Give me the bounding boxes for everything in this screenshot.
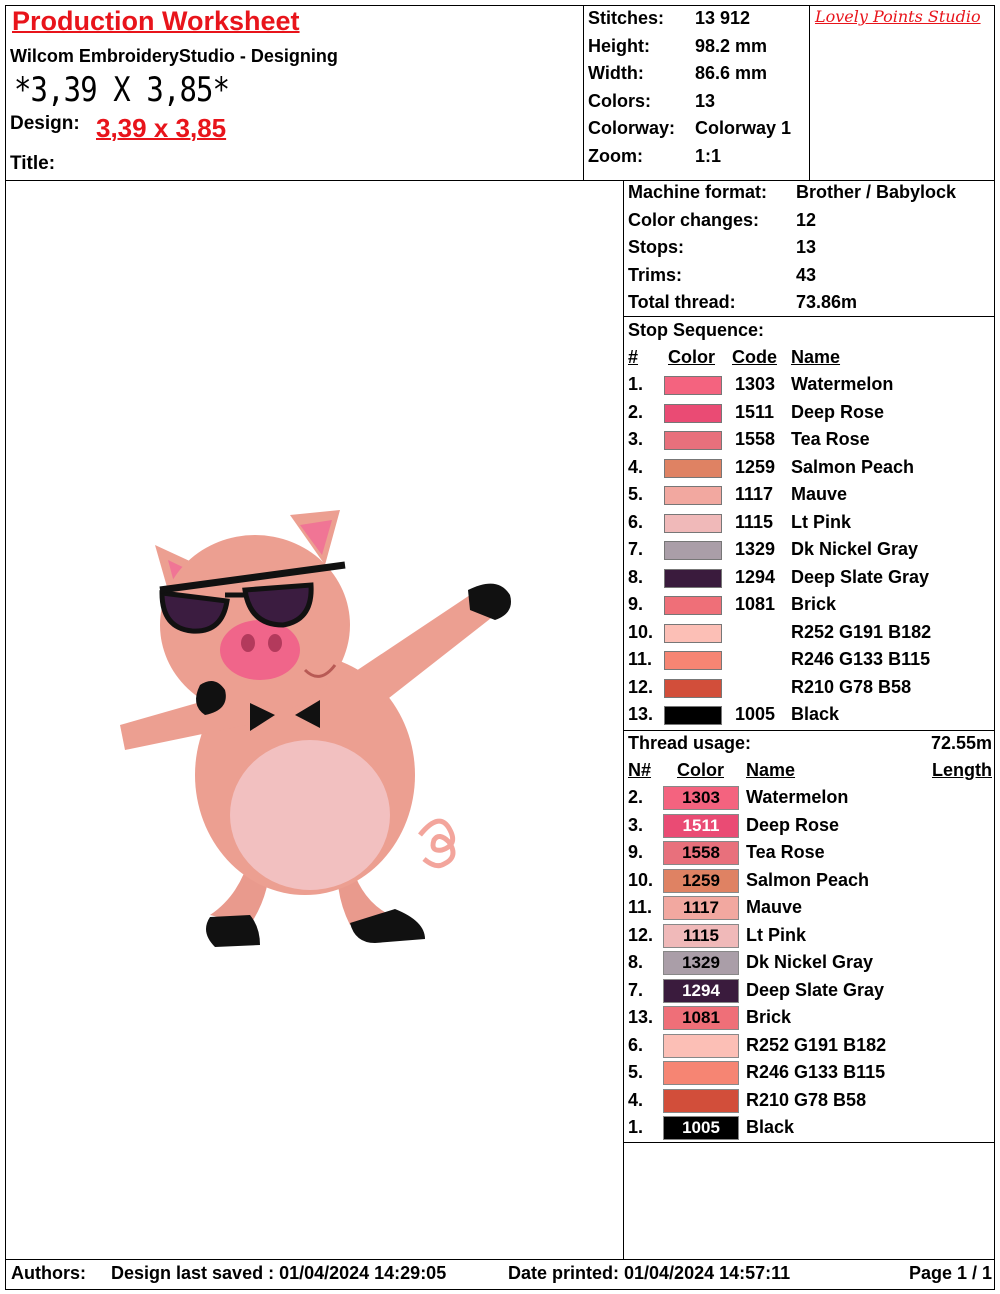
machine-value: 12 [796,209,817,230]
usage-num: 4. [628,1089,644,1110]
header-divider [5,180,995,181]
frame-bottom [5,1289,995,1290]
page-title: Production Worksheet [12,6,300,36]
seq-color-swatch [664,486,722,505]
seq-color-swatch [664,624,722,643]
usage-header-length: Length [932,760,992,780]
usage-header-num: N# [628,760,652,780]
machine-value: Brother / Babylock [796,182,957,202]
machine-label: Total thread: [628,292,736,312]
pig-nostril-left [241,634,255,652]
pig-belly [230,740,390,890]
footer-page-number: Page 1 / 1 [908,1263,992,1283]
usage-divider [623,1142,995,1143]
seq-name: Watermelon [791,374,894,394]
seq-name: Deep Rose [791,401,885,422]
machine-value: 13 [796,237,817,257]
usage-name: R252 G191 B182 [746,1034,887,1055]
seq-color-swatch [664,596,722,615]
stat-label: Colors: [588,90,651,111]
usage-num: 7. [628,979,644,1000]
footer-date-printed: Date printed: 01/04/2024 14:57:11 [508,1263,791,1283]
usage-num: 5. [628,1062,644,1082]
stat-value: 86.6 mm [695,63,768,83]
seq-num: 13. [628,704,654,724]
seq-code: 1558 [735,429,776,449]
sequence-divider [623,730,995,731]
seq-color-swatch [664,404,722,423]
thread-usage-title: Thread usage: [628,733,752,753]
seq-color-swatch [664,569,722,588]
seq-name: Brick [791,594,837,614]
stats-left-divider [583,5,584,180]
usage-color-swatch: 1115 [663,924,739,948]
usage-color-swatch [663,1061,739,1085]
seq-name: R210 G78 B58 [791,676,912,697]
stat-value: Colorway 1 [695,118,792,138]
usage-name: Deep Slate Gray [746,979,885,1000]
seq-num: 12. [628,676,654,697]
footer-authors: Authors: [11,1263,86,1283]
stat-label: Height: [588,35,650,56]
usage-color-swatch [663,1089,739,1113]
seq-name: Deep Slate Gray [791,566,930,587]
seq-color-swatch [664,431,722,450]
usage-name: R246 G133 B115 [746,1062,886,1082]
pig-tail [420,821,453,866]
seq-color-swatch [664,651,722,670]
machine-label: Machine format: [628,182,768,202]
seq-num: 6. [628,511,644,532]
seq-code: 1005 [735,704,776,724]
seq-color-swatch [664,541,722,560]
design-label: Design: [10,113,80,134]
usage-color-swatch: 1117 [663,896,739,920]
thread-usage-total: 72.55m [930,733,992,753]
seq-code: 1303 [735,374,776,394]
studio-name: Lovely Points Studio [815,7,981,26]
usage-num: 1. [628,1117,644,1137]
frame-left [5,5,6,1290]
usage-color-swatch: 1558 [663,841,739,865]
usage-name: Brick [746,1007,792,1027]
usage-num: 6. [628,1034,644,1055]
usage-name: Watermelon [746,787,849,807]
usage-num: 2. [628,787,644,807]
usage-name: Deep Rose [746,814,840,835]
usage-header-name: Name [746,760,796,780]
seq-code: 1259 [735,456,776,477]
usage-color-swatch: 1511 [663,814,739,838]
footer-divider [5,1259,995,1260]
usage-num: 9. [628,842,644,862]
stat-label: Stitches: [588,8,665,28]
seq-num: 11. [628,649,653,669]
usage-name: Mauve [746,897,803,917]
pig-snout [220,620,300,680]
seq-name: Dk Nickel Gray [791,539,919,559]
seq-num: 9. [628,594,644,614]
stat-label: Colorway: [588,118,676,138]
seq-color-swatch [664,459,722,478]
seq-code: 1081 [735,594,776,614]
usage-color-swatch [663,1034,739,1058]
stats-right-divider [809,5,810,180]
seq-code: 1294 [735,566,776,587]
machine-label: Color changes: [628,209,760,230]
seq-color-swatch [664,376,722,395]
stat-value: 98.2 mm [695,35,768,56]
stat-label: Zoom: [588,145,643,166]
machine-divider [623,316,995,317]
usage-color-swatch: 1303 [663,786,739,810]
seq-header-num: # [628,347,639,367]
machine-label: Stops: [628,237,684,257]
title-label: Title: [10,153,56,174]
seq-header-color: Color [668,347,715,367]
design-value: 3,39 x 3,85 [96,113,227,143]
seq-header-code: Code [732,347,777,367]
usage-name: Dk Nickel Gray [746,952,874,972]
usage-name: Tea Rose [746,842,825,862]
seq-code: 1329 [735,539,776,559]
design-preview-image [100,505,520,955]
seq-code: 1511 [735,401,775,422]
stop-sequence-title: Stop Sequence: [628,320,765,340]
usage-name: R210 G78 B58 [746,1089,867,1110]
stat-value: 13 912 [695,8,751,28]
seq-name: R252 G191 B182 [791,621,932,642]
stat-label: Width: [588,63,644,83]
usage-name: Lt Pink [746,924,807,945]
seq-num: 1. [628,374,644,394]
seq-num: 5. [628,484,644,504]
seq-code: 1115 [735,511,774,532]
seq-num: 2. [628,401,644,422]
seq-name: Black [791,704,840,724]
usage-header-color: Color [677,760,724,780]
seq-color-swatch [664,514,722,533]
usage-num: 12. [628,924,654,945]
pig-nostril-right [268,634,282,652]
seq-num: 3. [628,429,644,449]
usage-num: 8. [628,952,644,972]
usage-color-swatch: 1005 [663,1116,739,1140]
seq-name: Lt Pink [791,511,852,532]
usage-color-swatch: 1081 [663,1006,739,1030]
frame-right [994,5,995,1290]
usage-name: Black [746,1117,795,1137]
seq-num: 10. [628,621,654,642]
usage-color-swatch: 1329 [663,951,739,975]
seq-code: 1117 [735,484,774,504]
seq-color-swatch [664,706,722,725]
footer-last-saved: Design last saved : 01/04/2024 14:29:05 [111,1263,447,1283]
right-panel-divider [623,180,624,1259]
machine-label: Trims: [628,264,683,285]
usage-num: 11. [628,897,653,917]
usage-num: 3. [628,814,644,835]
machine-value: 73.86m [796,292,858,312]
machine-value: 43 [796,264,817,285]
seq-num: 4. [628,456,644,477]
seq-color-swatch [664,679,722,698]
seq-num: 7. [628,539,644,559]
usage-color-swatch: 1294 [663,979,739,1003]
usage-num: 13. [628,1007,654,1027]
stat-value: 13 [695,90,716,111]
seq-name: Tea Rose [791,429,870,449]
usage-name: Salmon Peach [746,869,870,890]
usage-num: 10. [628,869,654,890]
seq-num: 8. [628,566,644,587]
seq-name: Salmon Peach [791,456,915,477]
software-name: Wilcom EmbroideryStudio - Designing [10,46,338,66]
stat-value: 1:1 [695,145,722,166]
pig-left-hoof [206,915,260,947]
pig-raised-arm [350,595,495,705]
seq-name: R246 G133 B115 [791,649,931,669]
seq-header-name: Name [791,347,841,367]
usage-color-swatch: 1259 [663,869,739,893]
design-size-code: *3,39 X 3,85* [14,70,230,110]
seq-name: Mauve [791,484,848,504]
